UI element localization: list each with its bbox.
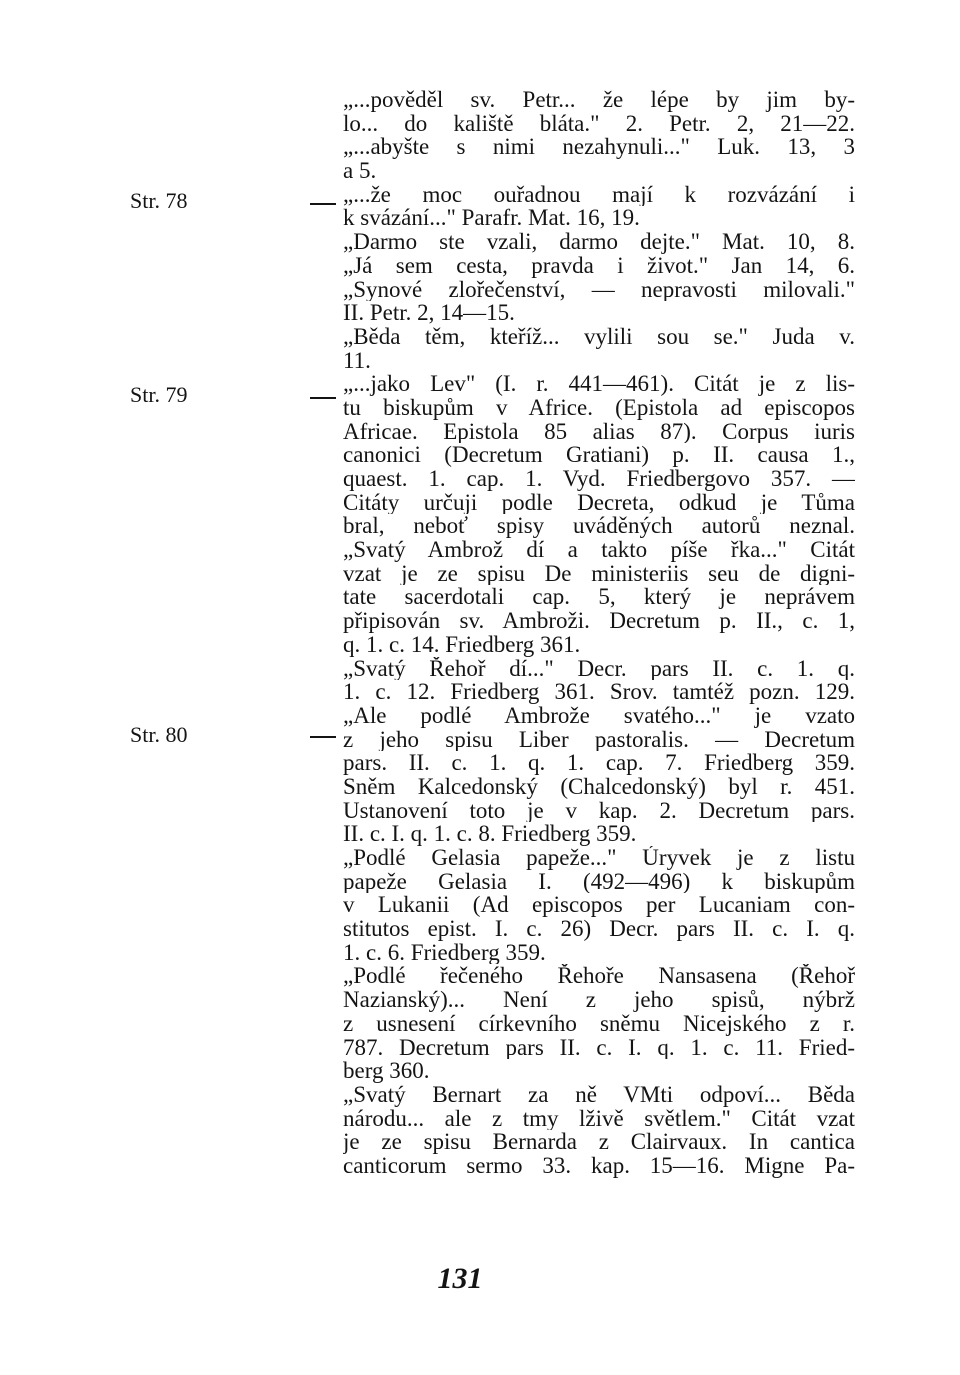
text-line: k svázání..." Parafr. Mat. 16, 19. — [343, 206, 640, 231]
text-line: vzat je ze spisu De ministeriis seu de digni- — [343, 561, 855, 586]
text-line: Africae. Epistola 85 alias 87). Corpus iuris — [343, 419, 855, 444]
text-line: „Svatý Bernart za ně VMti odpoví... Běda — [343, 1082, 855, 1107]
text-line: 1. c. 12. Friedberg 361. Srov. tamtéž pozn. 129. — [343, 680, 855, 704]
margin-page-ref-79: Str. 79 — [130, 382, 188, 407]
text-line: Nazianský)... Není z jeho spisů, nýbrž — [343, 988, 855, 1012]
text-line: a 5. — [343, 159, 377, 183]
text-line: „...pověděl sv. Petr... že lépe by jim by- — [343, 88, 855, 112]
margin-page-ref-78: Str. 78 — [130, 188, 188, 213]
text-line: „Synové zlořečenství, — nepravosti milovali." — [343, 277, 855, 302]
text-line: „Svatý Ambrož dí a takto píše řka..." Citát — [343, 538, 855, 562]
text-line: je ze spisu Bernarda z Clairvaux. In cantica — [343, 1130, 855, 1154]
notes-text-block — [343, 88, 855, 1178]
text-line: q. 1. c. 14. Friedberg 361. — [343, 632, 581, 657]
text-line: „...že moc ouřadnou mají k rozvázání i — [343, 182, 855, 207]
text-line: „Ale podlé Ambrože svatého..." je vzato — [343, 703, 855, 728]
text-line: „...abyšte s nimi nezahynuli..." Luk. 13, 3 — [343, 135, 855, 160]
text-line: „Já sem cesta, pravda i život." Jan 14, 6. — [343, 253, 855, 278]
text-line: Citáty určuji podle Decreta, odkud je Tůma — [343, 490, 855, 515]
text-line: z jeho spisu Liber pastoralis. — Decretum — [343, 727, 855, 752]
text-line: berg 360. — [343, 1059, 430, 1083]
text-line: připisován sv. Ambroži. Decretum p. II., c. 1, — [343, 609, 855, 633]
text-line: tu biskupům v Africe. (Epistola ad episcopos — [343, 395, 855, 420]
text-line: „Podlé řečeného Řehoře Nansasena (Řehoř — [343, 964, 855, 989]
text-line: Ustanovení toto je v kap. 2. Decretum pars. — [343, 798, 855, 823]
text-line: stitutos epist. I. c. 26) Decr. pars II. c. I. q. — [343, 917, 855, 941]
text-line: canticorum sermo 33. kap. 15—16. Migne Pa- — [343, 1153, 855, 1178]
entry-dash — [310, 736, 336, 738]
entry-dash — [310, 397, 336, 399]
text-line: národu... ale z tmy lživě světlem." Citát vzat — [343, 1106, 855, 1131]
text-line: „...jako Lev" (I. r. 441—461). Citát je z lis- — [343, 372, 855, 396]
text-line: lo... do kaliště bláta." 2. Petr. 2, 21—22. — [343, 111, 855, 136]
text-line: „Podlé Gelasia papeže..." Úryvek je z listu — [343, 846, 855, 870]
text-line: 11. — [343, 348, 371, 373]
text-line: quaest. 1. cap. 1. Vyd. Friedbergovo 357. — — [343, 467, 855, 491]
text-line: pars. II. c. 1. q. 1. cap. 7. Friedberg 359. — [343, 751, 855, 775]
entry-dash — [310, 203, 336, 205]
page-number: 131 — [437, 1262, 483, 1295]
text-line: z usnesení církevního sněmu Nicejského z r. — [343, 1011, 855, 1036]
text-line: II. Petr. 2, 14—15. — [343, 301, 515, 325]
text-line: bral, neboť spisy uváděných autorů neznal. — [343, 514, 855, 539]
text-line: II. c. I. q. 1. c. 8. Friedberg 359. — [343, 822, 637, 846]
text-line: 1. c. 6. Friedberg 359. — [343, 940, 546, 965]
text-line: tate sacerdotali cap. 5, který je neprávem — [343, 585, 855, 610]
text-line: 787. Decretum pars II. c. I. q. 1. c. 11. Fried- — [343, 1035, 855, 1060]
text-line: v Lukanii (Ad episcopos per Lucaniam con- — [343, 893, 855, 918]
text-line: canonici (Decretum Gratiani) p. II. causa 1., — [343, 443, 855, 467]
text-line: Sněm Kalcedonský (Chalcedonský) byl r. 451. — [343, 774, 855, 799]
margin-page-ref-80: Str. 80 — [130, 722, 188, 747]
text-line: „Běda těm, kteříž... vylili sou se." Juda v. — [343, 324, 855, 349]
text-line: „Darmo ste vzali, darmo dejte." Mat. 10, 8. — [343, 230, 855, 254]
text-line: „Svatý Řehoř dí..." Decr. pars II. c. 1. q. — [343, 656, 855, 681]
text-line: papeže Gelasia I. (492—496) k biskupům — [343, 869, 855, 894]
